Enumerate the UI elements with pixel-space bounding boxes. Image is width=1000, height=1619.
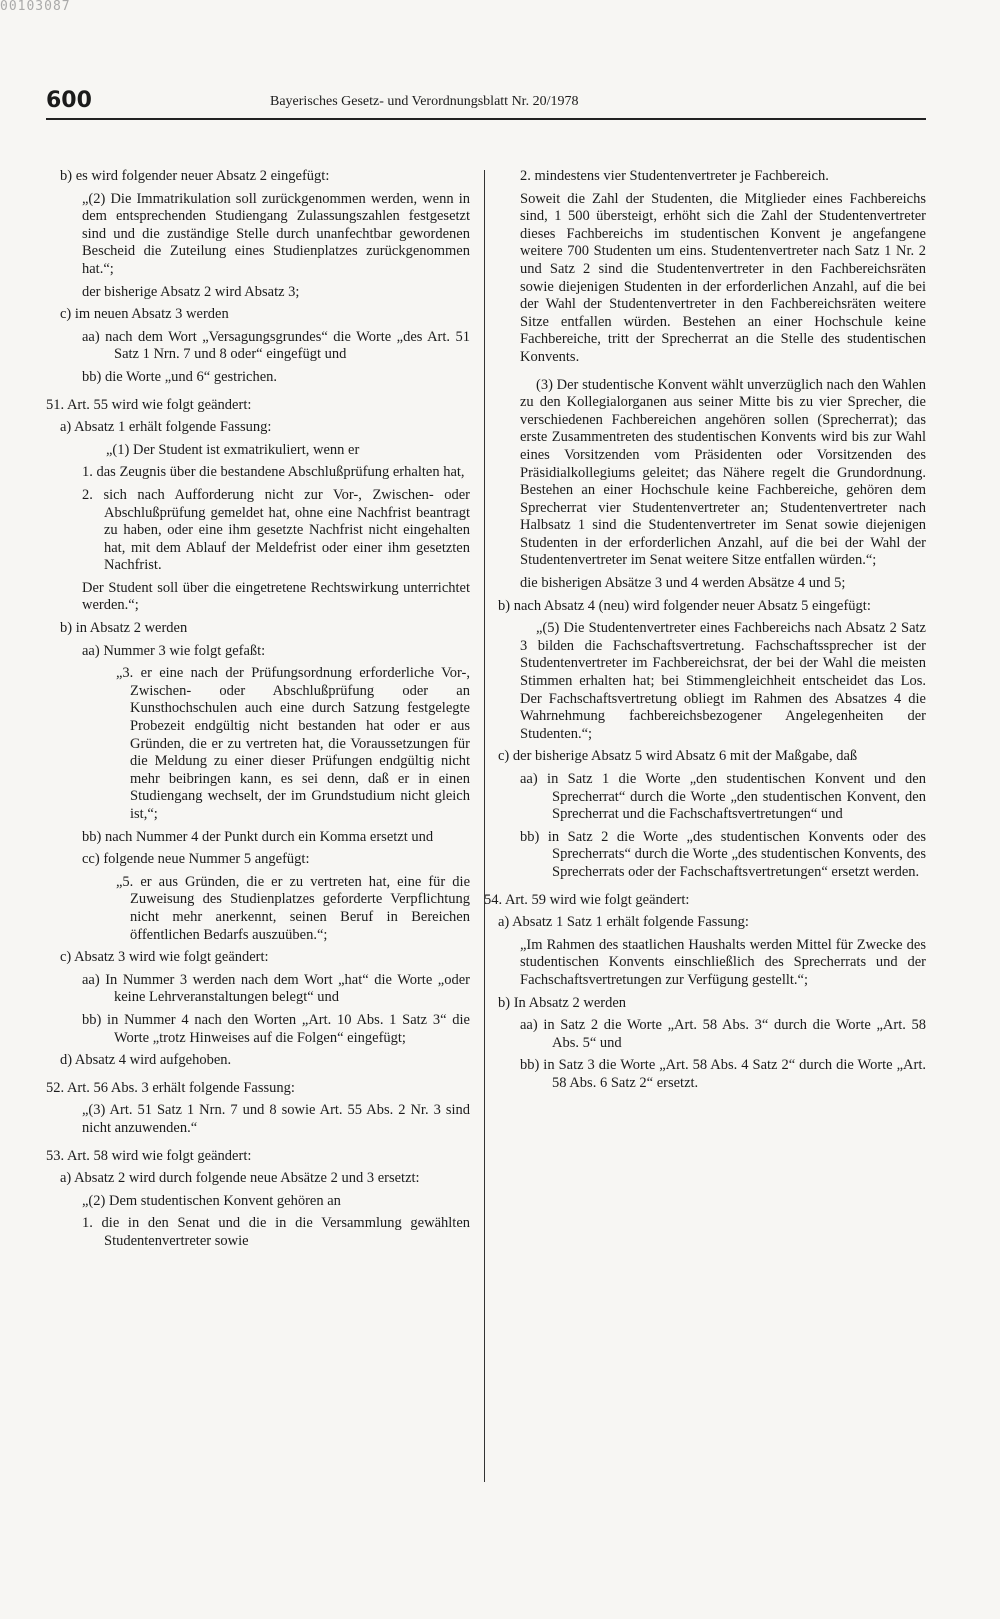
paragraph: cc) folgende neue Nummer 5 angefügt: (82, 851, 310, 868)
right-column (484, 168, 926, 1098)
paragraph: a) Absatz 2 wird durch folgende neue Absätze 2 und 3 ersetzt: (60, 1170, 420, 1187)
quoted-paragraph: „(2) Die Immatrikulation soll zurückgenommen werden, wenn in dem entsprechenden Studiengang Zulassungszahlen festgesetzt sind und die zuständige Stelle durch unanfechtbar gewordenen Bescheid die Zuteilung eines Studienplatzes zurückgenommen hat.“; (82, 190, 470, 277)
paragraph: die bisherigen Absätze 3 und 4 werden Absätze 4 und 5; (520, 575, 846, 592)
article-heading: 51. Art. 55 wird wie folgt geändert: (46, 396, 252, 413)
list-item: 1. die in den Senat und die in die Versammlung gewählten Studentenvertreter sowie (82, 1215, 470, 1249)
paragraph: c) im neuen Absatz 3 werden (60, 306, 229, 323)
left-column (46, 168, 470, 1255)
paragraph: aa) nach dem Wort „Versagungsgrundes“ die Worte „des Art. 51 Satz 1 Nrn. 7 und 8 oder“ eingefügt und (82, 328, 470, 363)
paragraph: der bisherige Absatz 2 wird Absatz 3; (82, 283, 300, 300)
paragraph: aa) in Satz 1 die Worte „den studentischen Konvent und den Sprecherrat“ durch die Worte „den studentischen Konvent, den Sprecherrat und die Fachschaftsvertretungen“ und (520, 771, 926, 823)
paragraph: b) In Absatz 2 werden (498, 994, 627, 1011)
quoted-paragraph: „Im Rahmen des staatlichen Haushalts werden Mittel für Zwecke des studentischen Konvents einschließlich des Sprecherrats und der Fachschaftsvertretungen zur Verfügung gestellt.“; (520, 936, 926, 988)
paragraph: b) in Absatz 2 werden (60, 620, 188, 637)
paragraph: b) es wird folgender neuer Absatz 2 eingefügt: (60, 168, 330, 184)
quoted-paragraph: „(5) Die Studentenvertreter eines Fachbereichs nach Absatz 2 Satz 3 bilden die Fachschaftsvertretung. Fachschaftssprecher ist der Studentenvertreter im Fachbereichsrat, der bei der Wahl die meisten Stimmen erhalten hat; bei Stimmengleichheit entscheidet das Los. Der Fachschaftsvertretung obliegt im Rahmen des Absatzes 4 die Wahrnehmung fachbereichsbezogener Angelegenheiten der Studenten.“; (520, 620, 926, 742)
paragraph: a) Absatz 1 Satz 1 erhält folgende Fassung: (498, 914, 749, 931)
article-heading: 54. Art. 59 wird wie folgt geändert: (484, 891, 690, 908)
running-title: Bayerisches Gesetz- und Verordnungsblatt Nr. 20/1978 (270, 94, 579, 109)
paragraph: d) Absatz 4 wird aufgehoben. (60, 1052, 232, 1069)
header-rule (46, 118, 926, 120)
page-number: 600 (46, 88, 92, 113)
archive-stamp: 00103087 (0, 0, 71, 14)
article-heading: 52. Art. 56 Abs. 3 erhält folgende Fassung: (46, 1079, 295, 1096)
paragraph: a) Absatz 1 erhält folgende Fassung: (60, 419, 272, 436)
paragraph: bb) nach Nummer 4 der Punkt durch ein Komma ersetzt und (82, 828, 434, 845)
quoted-paragraph: „3. er eine nach der Prüfungsordnung erforderliche Vor-, Zwischen- oder Abschlußprüfung oder an Kunsthochschulen auch eine durch Satzung festgelegte Probezeit endgültig nicht bestanden hat oder er aus Gründen, die er zu vertreten hat, die Voraussetzungen für die Meldung zu einer dieser Prüfungen endgültig nicht mehr beibringen kann, es sei denn, daß er in einen Studiengang wechselt, der im Grundstudium nicht gleich ist,“; (116, 665, 470, 822)
column-rule (484, 170, 485, 1482)
paragraph: bb) die Worte „und 6“ gestrichen. (82, 368, 278, 385)
paragraph: aa) in Satz 2 die Worte „Art. 58 Abs. 3“ durch die Worte „Art. 58 Abs. 5“ und (520, 1017, 926, 1051)
article-heading: 53. Art. 58 wird wie folgt geändert: (46, 1147, 252, 1164)
list-item: 2. sich nach Aufforderung nicht zur Vor-, Zwischen- oder Abschlußprüfung gemeldet hat, ohne eine Nachfrist beantragt zu haben, oder eine ihm gesetzte Nachfrist nicht eingehalten hat, mit dem Ablauf der Meldefrist oder einer ihm gesetzten Nachfrist. (82, 486, 470, 574)
paragraph: Der Student soll über die eingetretene Rechtswirkung unterrichtet werden.“; (82, 579, 470, 614)
paragraph: b) nach Absatz 4 (neu) wird folgender neuer Absatz 5 eingefügt: (498, 597, 871, 614)
paragraph: c) Absatz 3 wird wie folgt geändert: (60, 949, 269, 966)
list-item: 1. das Zeugnis über die bestandene Abschlußprüfung erhalten hat, (82, 464, 465, 481)
paragraph: bb) in Satz 2 die Worte „des studentischen Konvents oder des Sprecherrats“ durch die Worte „des studentischen Konvents, des Sprecherrats oder der Fachschaftsvertretungen“ ersetzt werden. (520, 828, 926, 880)
paragraph: aa) Nummer 3 wie folgt gefaßt: (82, 642, 266, 659)
paragraph: Soweit die Zahl der Studenten, die Mitglieder eines Fachbereichs sind, 1 500 übersteigt, erhöht sich die Zahl der Studentenvertreter dieses Fachbereichs im studentischen Konvent je angefangene weitere 700 Studenten um eins. Studentenvertreter nach Satz 1 Nr. 2 und Satz 2 sind die Studentenvertreter in den Fachbereichsräten sowie diejenigen Studenten in der erforderlichen Anzahl, auf die bei der Wahl der Studentenvertreter in den Fachbereichsräten weitere Sitze entfallen würden. Bestehen an einer Hochschule keine Fachbereiche, tritt der Sprecherrat an die Stelle des studentischen Konvents. (520, 190, 926, 365)
paragraph: bb) in Satz 3 die Worte „Art. 58 Abs. 4 Satz 2“ durch die Worte „Art. 58 Abs. 6 Satz 2“ ersetzt. (520, 1057, 926, 1091)
list-item: 2. mindestens vier Studentenvertreter je Fachbereich. (520, 168, 829, 184)
paragraph: bb) in Nummer 4 nach den Worten „Art. 10 Abs. 1 Satz 3“ die Worte „trotz Hinweises auf die Folgen“ eingefügt; (82, 1011, 470, 1046)
paragraph: aa) In Nummer 3 werden nach dem Wort „hat“ die Worte „oder keine Lehrveranstaltungen belegt“ und (82, 971, 470, 1006)
quoted-paragraph: „(3) Art. 51 Satz 1 Nrn. 7 und 8 sowie Art. 55 Abs. 2 Nr. 3 sind nicht anzuwenden.“ (82, 1102, 470, 1136)
paragraph: c) der bisherige Absatz 5 wird Absatz 6 mit der Maßgabe, daß (498, 748, 858, 765)
paragraph: (3) Der studentische Konvent wählt unverzüglich nach den Wahlen zu den Kollegialorganen aus seiner Mitte bis zu vier Sprecher, die verschiedenen Fachbereichen angehören sollen (Sprecherrat); das erste Zusammentreten des studentischen Konvents wird bis zur Wahl eines Vorsitzenden vom Präsidenten oder Vorsitzenden des Präsidialkollegiums geleitet; das Nähere regelt die Grundordnung. Bestehen an einer Hochschule keine Fachbereiche, gehören dem Sprecherrat vier Studentenvertreter an; Studentenvertreter nach Halbsatz 1 sind die Studentenvertreter im Senat sowie diejenigen Studenten in der erforderlichen Anzahl, auf die bei der Wahl der Studentenvertreter im Senat weitere Sitze entfallen würden.“; (520, 376, 926, 569)
quoted-paragraph: „(1) Der Student ist exmatrikuliert, wenn er (106, 441, 360, 458)
quoted-paragraph: „(2) Dem studentischen Konvent gehören an (82, 1192, 341, 1209)
quoted-paragraph: „5. er aus Gründen, die er zu vertreten hat, eine für die Zuweisung des Studienplatzes geforderte Verpflichtung nicht mehr anerkennt, seinen Beruf in Bereichen öffentlichen Bedarfs auszuüben.“; (116, 873, 470, 943)
